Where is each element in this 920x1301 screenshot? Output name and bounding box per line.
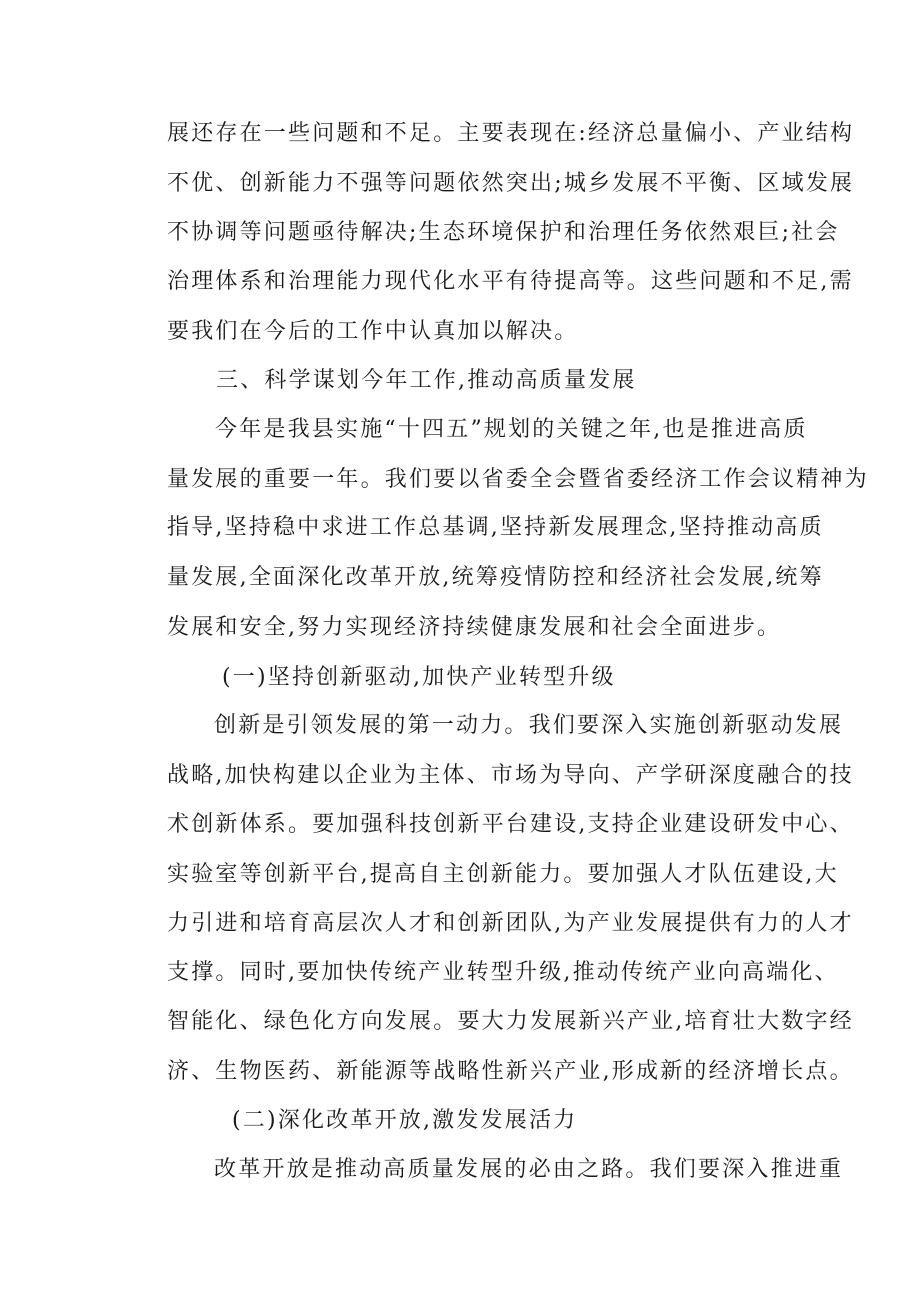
paragraph-line: 不协调等问题亟待解决;生态环境保护和治理任务依然艰巨;社会 bbox=[167, 220, 840, 245]
paragraph-line: 济、生物医药、新能源等战略性新兴产业,形成新的经济增长点。 bbox=[167, 1059, 854, 1084]
paragraph-line: 量发展,全面深化改革开放,统筹疫情防控和经济社会发展,统筹 bbox=[167, 565, 824, 590]
paragraph-line: 量发展的重要一年。我们要以省委全会暨省委经济工作会议精神为 bbox=[167, 467, 869, 492]
paragraph-line: 指导,坚持稳中求进工作总基调,坚持新发展理念,坚持推动高质 bbox=[167, 515, 824, 540]
paragraph-line: 改革开放是推动高质量发展的必由之路。我们要深入推进重 bbox=[214, 1157, 844, 1182]
paragraph-line: 今年是我县实施“十四五”规划的关键之年,也是推进高质 bbox=[215, 417, 808, 442]
subsection-heading: (一)坚持创新驱动,加快产业转型升级 bbox=[222, 665, 616, 690]
paragraph-line: 治理体系和治理能力现代化水平有待提高等。这些问题和不足,需 bbox=[167, 269, 854, 294]
paragraph-line: 要我们在今后的工作中认真加以解决。 bbox=[167, 319, 579, 344]
paragraph-line: 展还存在一些问题和不足。主要表现在:经济总量偏小、产业结构 bbox=[167, 121, 855, 146]
paragraph-line: 智能化、绿色化方向发展。要大力发展新兴产业,培育壮大数字经 bbox=[167, 1009, 854, 1034]
paragraph-line: 术创新体系。要加强科技创新平台建设,支持企业建设研发中心、 bbox=[167, 812, 854, 837]
paragraph-line: 发展和安全,努力实现经济持续健康发展和社会全面进步。 bbox=[167, 615, 782, 640]
paragraph-line: 战略,加快构建以企业为主体、市场为导向、产学研深度融合的技 bbox=[167, 763, 854, 788]
section-heading: 三、科学谋划今年工作,推动高质量发展 bbox=[216, 368, 637, 393]
paragraph-line: 不优、创新能力不强等问题依然突出;城乡发展不平衡、区域发展 bbox=[167, 171, 855, 196]
paragraph-line: 创新是引领发展的第一动力。我们要深入实施创新驱动发展 bbox=[214, 713, 844, 738]
paragraph-line: 支撑。同时,要加快传统产业转型升级,推动传统产业向高端化、 bbox=[167, 960, 839, 985]
paragraph-line: 力引进和培育高层次人才和创新团队,为产业发展提供有力的人才 bbox=[167, 911, 854, 936]
paragraph-line: 实验室等创新平台,提高自主创新能力。要加强人才队伍建设,大 bbox=[167, 862, 839, 887]
subsection-heading: (二)深化改革开放,激发发展活力 bbox=[232, 1108, 578, 1133]
